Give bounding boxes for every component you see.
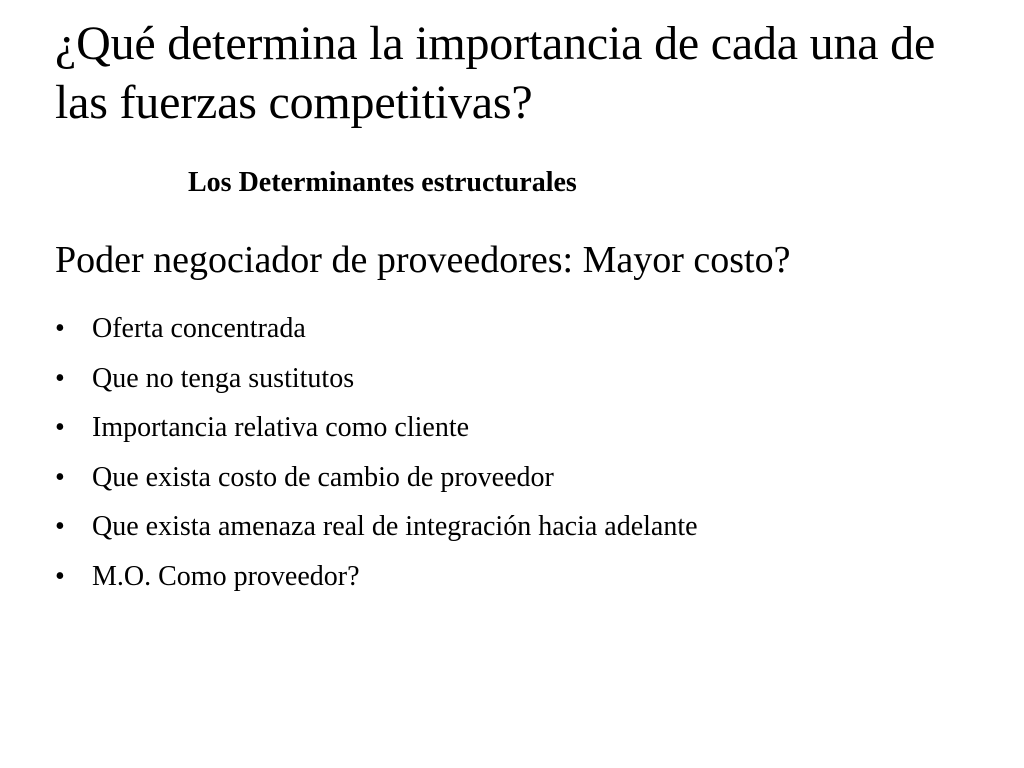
bullet-text: Que exista amenaza real de integración hacia adelante (92, 511, 698, 542)
bullet-icon: • (55, 362, 65, 394)
bullet-list (55, 308, 698, 605)
bullet-icon: • (55, 461, 65, 493)
bullet-icon: • (55, 560, 65, 592)
bullet-item (55, 308, 698, 358)
bullet-item (55, 457, 698, 507)
bullet-text: Que no tenga sustitutos (92, 362, 355, 394)
bullet-icon: • (55, 412, 65, 443)
bullet-icon: • (55, 511, 65, 542)
bullet-item (55, 407, 698, 457)
bullet-text: Que exista costo de cambio de proveedor (92, 461, 554, 493)
bullet-text: Importancia relativa como cliente (92, 412, 470, 443)
bullet-item (55, 506, 698, 556)
bullet-item (55, 556, 698, 606)
section-heading: Poder negociador de proveedores: Mayor costo? (55, 239, 791, 281)
bullet-item (55, 358, 698, 408)
bullet-icon: • (55, 313, 65, 344)
slide-subtitle: Los Determinantes estructurales (188, 167, 577, 198)
bullet-text: Oferta concentrada (92, 313, 306, 344)
slide-title: ¿Qué determina la importancia de cada una de las fuerzas competitivas? (55, 17, 936, 129)
bullet-text: M.O. Como proveedor? (92, 560, 360, 592)
